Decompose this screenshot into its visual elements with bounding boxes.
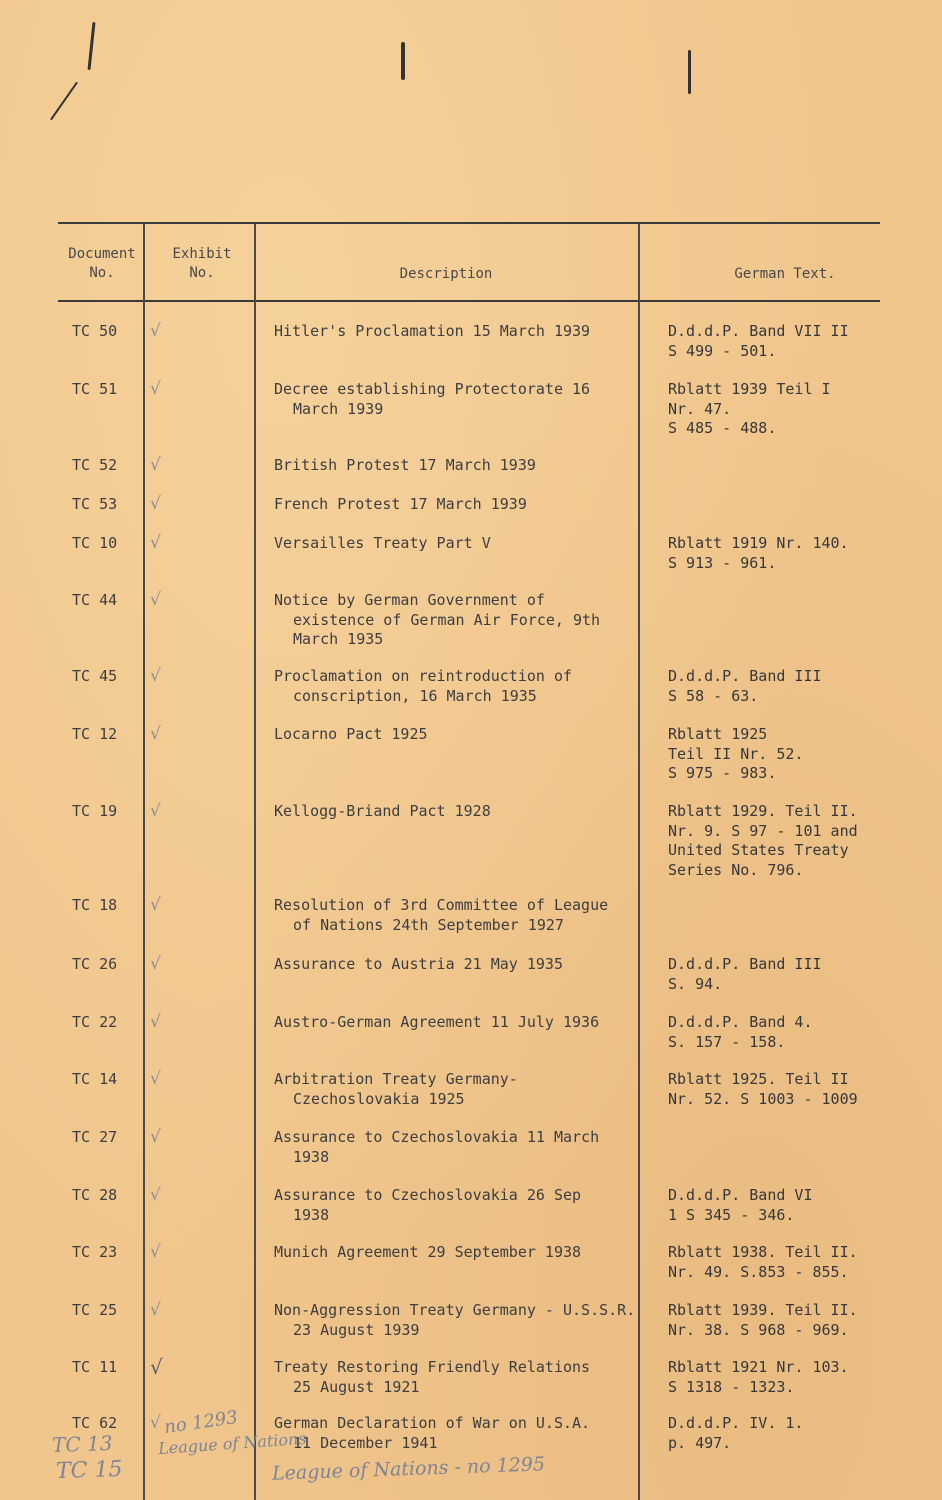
description: French Protest 17 March 1939 (274, 495, 527, 513)
exhibit-check-mark: √ (150, 321, 161, 341)
document-number: TC 51 (72, 380, 118, 398)
german-text-reference: Rblatt 1939. Teil II. Nr. 38. S 968 - 969. (668, 1301, 858, 1339)
document-number: TC 25 (72, 1301, 118, 1319)
header-description: Description (399, 266, 493, 282)
document-number: TC 28 (72, 1186, 118, 1204)
exhibit-check-mark: √ (150, 1355, 163, 1379)
exhibit-check-mark: √ (150, 1012, 161, 1032)
description: Non-Aggression Treaty Germany - U.S.S.R. 23 August 1939 (274, 1301, 636, 1339)
document-number: TC 14 (72, 1070, 118, 1088)
handwritten-tc15: TC 15 (55, 1456, 123, 1485)
header-exhibit-no: Exhibit No. (172, 246, 232, 281)
document-number: TC 11 (72, 1358, 118, 1376)
exhibit-check-mark: √ (150, 954, 161, 974)
document-number: TC 26 (72, 955, 118, 973)
description: Austro-German Agreement 11 July 1936 (274, 1013, 600, 1031)
exhibit-check-mark: √ (150, 666, 161, 686)
document-number: TC 27 (72, 1128, 118, 1146)
exhibit-check-mark: √ (150, 1242, 161, 1262)
description: Decree establishing Protectorate 16 March 1939 (274, 380, 591, 418)
clip-mark-center (401, 42, 405, 80)
exhibit-check-mark: √ (150, 801, 161, 821)
column-divider-3 (638, 224, 640, 1500)
handwritten-tc13: TC 13 (51, 1430, 113, 1458)
document-number: TC 18 (72, 896, 118, 914)
handwritten-league-of-nations-1: League of Nations (157, 1428, 308, 1459)
header-document-no: Document No. (68, 246, 136, 281)
exhibit-check-mark: √ (150, 379, 161, 399)
description: Munich Agreement 29 September 1938 (274, 1243, 582, 1261)
document-number: TC 50 (72, 322, 118, 340)
german-text-reference: Rblatt 1929. Teil II. Nr. 9. S 97 - 101 and United States Treaty Series No. 796. (668, 802, 858, 879)
description: Locarno Pact 1925 (274, 725, 428, 743)
german-text-reference: D.d.d.P. Band 4. S. 157 - 158. (668, 1013, 813, 1051)
document-number: TC 44 (72, 591, 118, 609)
german-text-reference: D.d.d.P. Band VI 1 S 345 - 346. (668, 1186, 813, 1224)
german-text-reference: Rblatt 1925. Teil II Nr. 52. S 1003 - 1009 (668, 1070, 858, 1108)
exhibit-check-mark: √ (150, 533, 161, 553)
description: Versailles Treaty Part V (274, 534, 491, 552)
exhibit-check-mark: √ (150, 1185, 161, 1205)
header-german-text: German Text. (734, 266, 836, 282)
exhibit-check-mark: √ (150, 455, 161, 475)
description: Resolution of 3rd Committee of League of Nations 24th September 1927 (274, 896, 609, 934)
document-number: TC 23 (72, 1243, 118, 1261)
description: Proclamation on reintroduction of conscription, 16 March 1935 (274, 667, 573, 705)
description: Arbitration Treaty Germany- Czechoslovakia 1925 (274, 1070, 518, 1108)
clip-mark-right (688, 50, 691, 94)
document-number: TC 10 (72, 534, 118, 552)
exhibit-check-mark: √ (150, 494, 161, 514)
description: German Declaration of War on U.S.A. 11 December 1941 (274, 1414, 591, 1452)
document-number: TC 62 (72, 1414, 118, 1432)
exhibit-check-mark: √ (150, 1300, 161, 1320)
german-text-reference: Rblatt 1938. Teil II. Nr. 49. S.853 - 855. (668, 1243, 858, 1281)
german-text-reference: Rblatt 1939 Teil I Nr. 47. S 485 - 488. (668, 380, 831, 437)
document-number: TC 22 (72, 1013, 118, 1031)
table-top-rule (58, 222, 880, 224)
handwritten-no-1293: no 1293 (162, 1406, 240, 1439)
german-text-reference: Rblatt 1921 Nr. 103. S 1318 - 1323. (668, 1358, 849, 1396)
exhibit-check-mark: √ (150, 1069, 161, 1089)
document-number: TC 19 (72, 802, 118, 820)
description: Assurance to Austria 21 May 1935 (274, 955, 563, 973)
document-number: TC 12 (72, 725, 118, 743)
german-text-reference: D.d.d.P. Band III S. 94. (668, 955, 822, 993)
description: British Protest 17 March 1939 (274, 456, 536, 474)
column-divider-2 (254, 224, 256, 1500)
exhibit-check-mark: √ (150, 1127, 161, 1147)
document-number: TC 45 (72, 667, 118, 685)
handwritten-league-of-nations-2: League of Nations - no 1295 (271, 1453, 546, 1485)
exhibit-check-mark: √ (150, 590, 161, 610)
exhibit-check-mark: √ (150, 895, 161, 915)
description: Hitler's Proclamation 15 March 1939 (274, 322, 591, 340)
description: Assurance to Czechoslovakia 26 Sep 1938 (274, 1186, 582, 1224)
german-text-reference: Rblatt 1925 Teil II Nr. 52. S 975 - 983. (668, 725, 804, 782)
document-number: TC 52 (72, 456, 118, 474)
column-divider-1 (143, 224, 145, 1500)
header-bottom-rule (58, 300, 880, 302)
description: Assurance to Czechoslovakia 11 March 1938 (274, 1128, 600, 1166)
exhibit-check-mark: √ (150, 724, 161, 744)
description: Treaty Restoring Friendly Relations 25 August 1921 (274, 1358, 591, 1396)
german-text-reference: D.d.d.P. Band III S 58 - 63. (668, 667, 822, 705)
description: Notice by German Government of existence of German Air Force, 9th March 1935 (274, 591, 601, 648)
exhibit-check-mark: √ (150, 1413, 161, 1433)
german-text-reference: Rblatt 1919 Nr. 140. S 913 - 961. (668, 534, 849, 572)
document-number: TC 53 (72, 495, 118, 513)
german-text-reference: D.d.d.P. IV. 1. p. 497. (668, 1414, 804, 1452)
german-text-reference: D.d.d.P. Band VII II S 499 - 501. (668, 322, 849, 360)
description: Kellogg-Briand Pact 1928 (274, 802, 491, 820)
